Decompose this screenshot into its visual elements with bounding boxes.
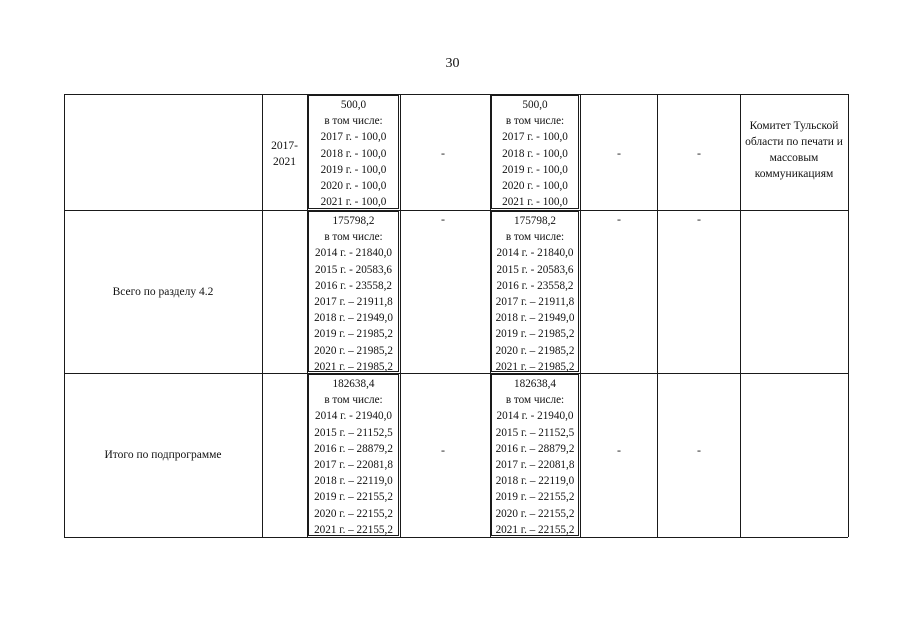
year-amount: 2017 г. – 21911,8 — [314, 296, 393, 309]
year-amount: 2020 г. – 21985,2 — [495, 344, 575, 357]
year-amount: 2016 г. – 28879,2 — [314, 442, 393, 455]
year-amount: 2018 г. - 100,0 — [502, 147, 568, 160]
year-amount: 2017 г. - 100,0 — [320, 131, 387, 144]
including-label: в том числе: — [324, 231, 383, 244]
year-amount: 2014 г. - 21840,0 — [496, 247, 574, 260]
year-amount: 2014 г. - 21940,0 — [315, 410, 392, 423]
year-amount: 2016 г. - 23558,2 — [315, 279, 392, 292]
local-dash: - — [617, 146, 621, 160]
year-amount: 2021 г. – 21985,2 — [495, 360, 575, 373]
amount-total: 175798,2 — [514, 215, 556, 227]
year-amount: 2014 г. - 21940,0 — [496, 410, 574, 423]
amount-total: 182638,4 — [332, 378, 375, 390]
year-amount: 2016 г. - 23558,2 — [496, 279, 574, 292]
amount-total: 500,0 — [522, 99, 548, 111]
year-amount: 2021 г. - 100,0 — [320, 196, 387, 209]
year-amount: 2019 г. – 21985,2 — [495, 328, 575, 341]
year-amount: 2018 г. – 22119,0 — [495, 475, 575, 488]
year-amount: 2018 г. - 100,0 — [320, 147, 387, 160]
federal-dash: - — [441, 146, 445, 160]
year-amount: 2021 г. – 22155,2 — [314, 523, 393, 536]
year-amount: 2018 г. – 21949,0 — [495, 312, 575, 325]
local-dash: - — [617, 443, 621, 457]
other-dash: - — [697, 443, 701, 457]
year-amount: 2017 г. – 22081,8 — [495, 459, 575, 472]
local-dash: - — [617, 212, 621, 226]
including-label: в том числе: — [324, 115, 383, 128]
federal-dash: - — [441, 443, 445, 457]
federal-dash: - — [441, 212, 445, 226]
page-number: 30 — [445, 56, 460, 71]
period-cell: 2017- 2021 — [271, 140, 298, 168]
section-label: Итого по подпрограмме — [104, 449, 222, 461]
executor-cell: Комитет Тульской области по печати и массовым коммуникациям — [745, 120, 843, 180]
year-amount: 2019 г. – 22155,2 — [495, 491, 575, 504]
amount-total: 500,0 — [340, 99, 367, 111]
year-amount: 2021 г. - 100,0 — [502, 196, 568, 209]
year-amount: 2015 г. – 21152,5 — [495, 426, 575, 439]
year-amount: 2016 г. – 28879,2 — [495, 442, 575, 455]
table-border — [64, 94, 848, 538]
year-amount: 2018 г. – 22119,0 — [314, 475, 393, 488]
year-amount: 2021 г. – 21985,2 — [314, 360, 393, 373]
including-label: в том числе: — [505, 231, 565, 244]
year-amount: 2018 г. – 21949,0 — [314, 312, 393, 325]
other-dash: - — [697, 212, 701, 226]
including-label: в том числе: — [324, 394, 383, 407]
year-amount: 2019 г. - 100,0 — [320, 163, 387, 176]
year-amount: 2017 г. - 100,0 — [502, 131, 568, 144]
amount-total: 175798,2 — [332, 215, 375, 227]
year-amount: 2020 г. – 22155,2 — [495, 507, 575, 520]
year-amount: 2020 г. – 22155,2 — [314, 507, 393, 520]
year-amount: 2019 г. – 22155,2 — [314, 491, 393, 504]
year-amount: 2020 г. – 21985,2 — [314, 344, 393, 357]
including-label: в том числе: — [505, 115, 565, 128]
year-amount: 2021 г. – 22155,2 — [495, 523, 575, 536]
section-label: Всего по разделу 4.2 — [112, 285, 214, 298]
amount-total: 182638,4 — [514, 378, 556, 390]
year-amount: 2015 г. - 20583,6 — [496, 263, 574, 276]
year-amount: 2015 г. – 21152,5 — [314, 426, 393, 439]
year-amount: 2015 г. - 20583,6 — [315, 263, 392, 276]
year-amount: 2014 г. - 21840,0 — [315, 247, 392, 260]
year-amount: 2017 г. – 22081,8 — [314, 459, 393, 472]
year-amount: 2017 г. – 21911,8 — [495, 296, 575, 309]
including-label: в том числе: — [505, 394, 565, 407]
year-amount: 2019 г. – 21985,2 — [314, 328, 393, 341]
year-amount: 2019 г. - 100,0 — [502, 163, 568, 176]
year-amount: 2020 г. - 100,0 — [502, 180, 568, 193]
other-dash: - — [697, 146, 701, 160]
year-amount: 2020 г. - 100,0 — [320, 180, 387, 193]
